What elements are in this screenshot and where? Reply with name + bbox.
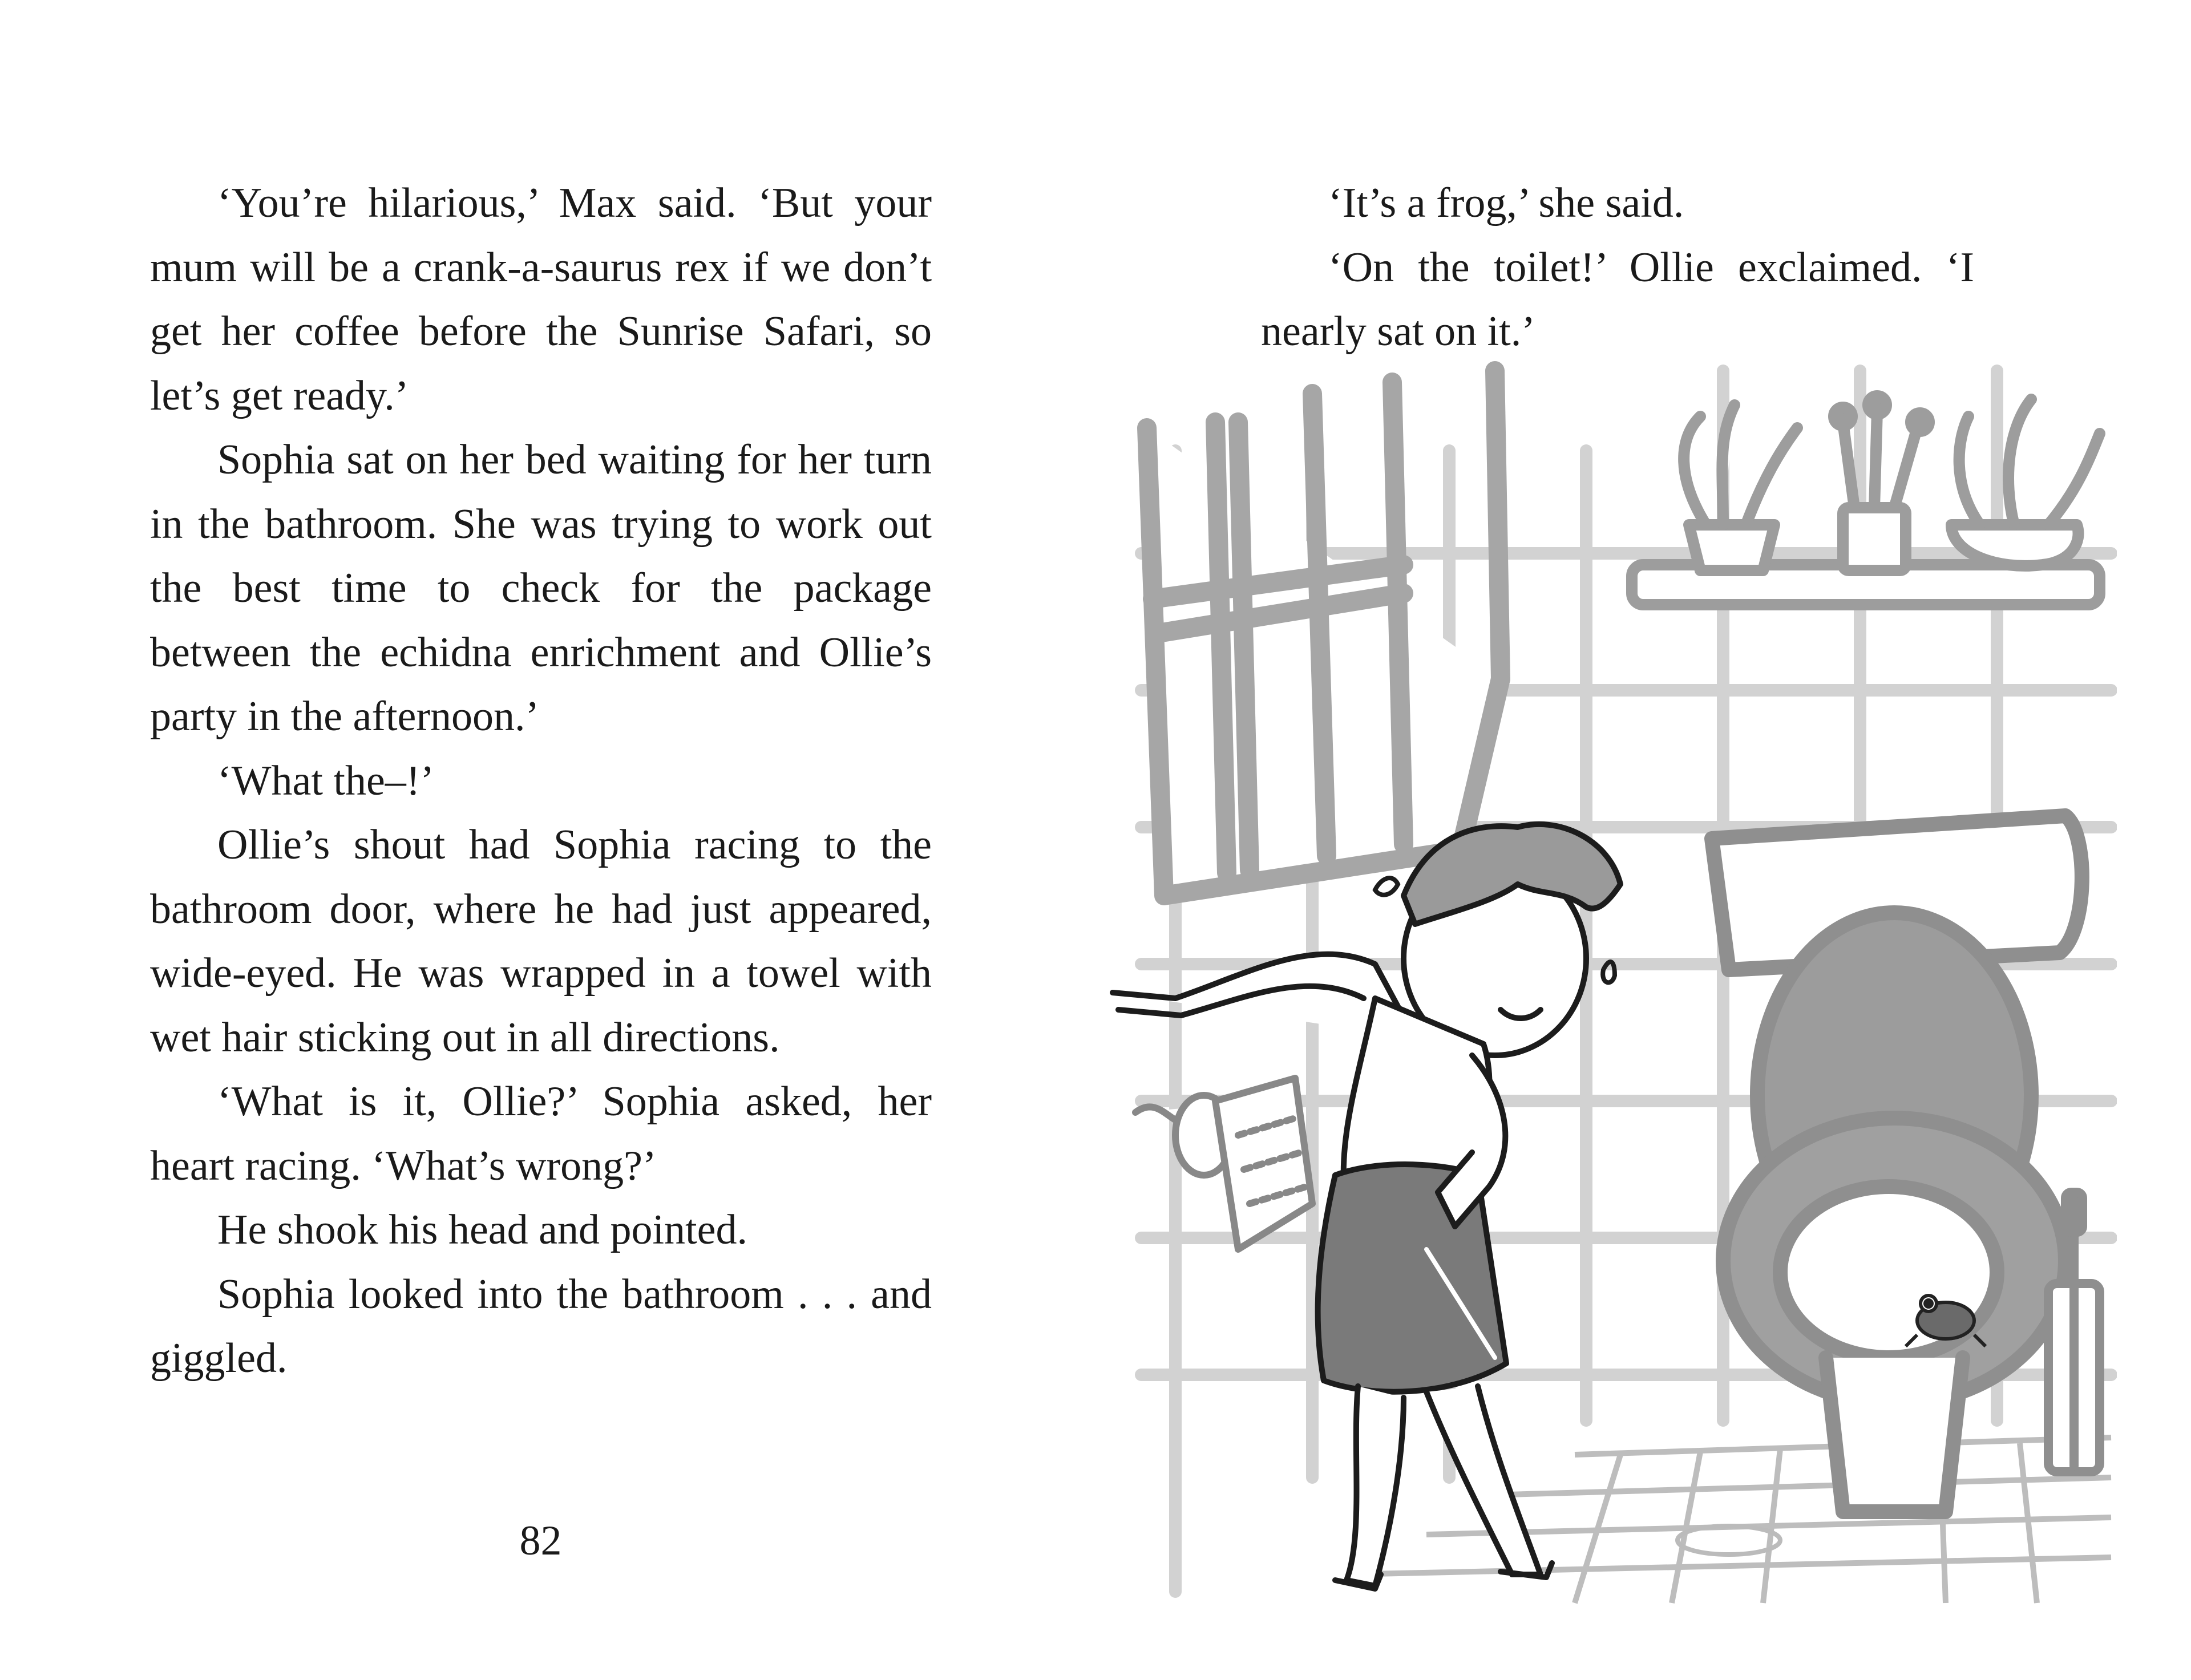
paragraph: ‘What the–!’ bbox=[217, 757, 435, 804]
right-page-text bbox=[1261, 171, 1974, 364]
paragraph: ‘You’re hilarious,’ Max said. ‘But your mum will be a crank-a-saurus rex if we don’t get her coffee before the Sunrise Safari, so let’s get ready.’ bbox=[150, 180, 932, 419]
paragraph: ‘On the toilet!’ Ollie exclaimed. ‘I nearly sat on it.’ bbox=[1261, 244, 1974, 355]
left-page-text bbox=[150, 171, 932, 1391]
bathroom-illustration bbox=[1107, 337, 2117, 1614]
paragraph: ‘What is it, Ollie?’ Sophia asked, her heart racing. ‘What’s wrong?’ bbox=[150, 1078, 932, 1189]
toilet bbox=[1712, 816, 2082, 1512]
paragraph: Sophia sat on her bed waiting for her turn in the bathroom. She was trying to work out the best time to check for the package between the echidna enrichment and Ollie’s party in the afternoon.’ bbox=[150, 436, 932, 740]
page-number: 82 bbox=[519, 1517, 562, 1564]
boy-figure bbox=[1113, 824, 1620, 1589]
paragraph: He shook his head and pointed. bbox=[217, 1207, 747, 1253]
paragraph: ‘It’s a frog,’ she said. bbox=[1328, 180, 1684, 226]
paragraph: Ollie’s shout had Sophia racing to the bathroom door, where he had just appeared, wide-eyed. He was wrapped in a towel with wet hair sticking out in all directions. bbox=[150, 821, 932, 1061]
water-puddle bbox=[1677, 1526, 1780, 1554]
paragraph: Sophia looked into the bathroom . . . and giggled. bbox=[150, 1270, 932, 1382]
